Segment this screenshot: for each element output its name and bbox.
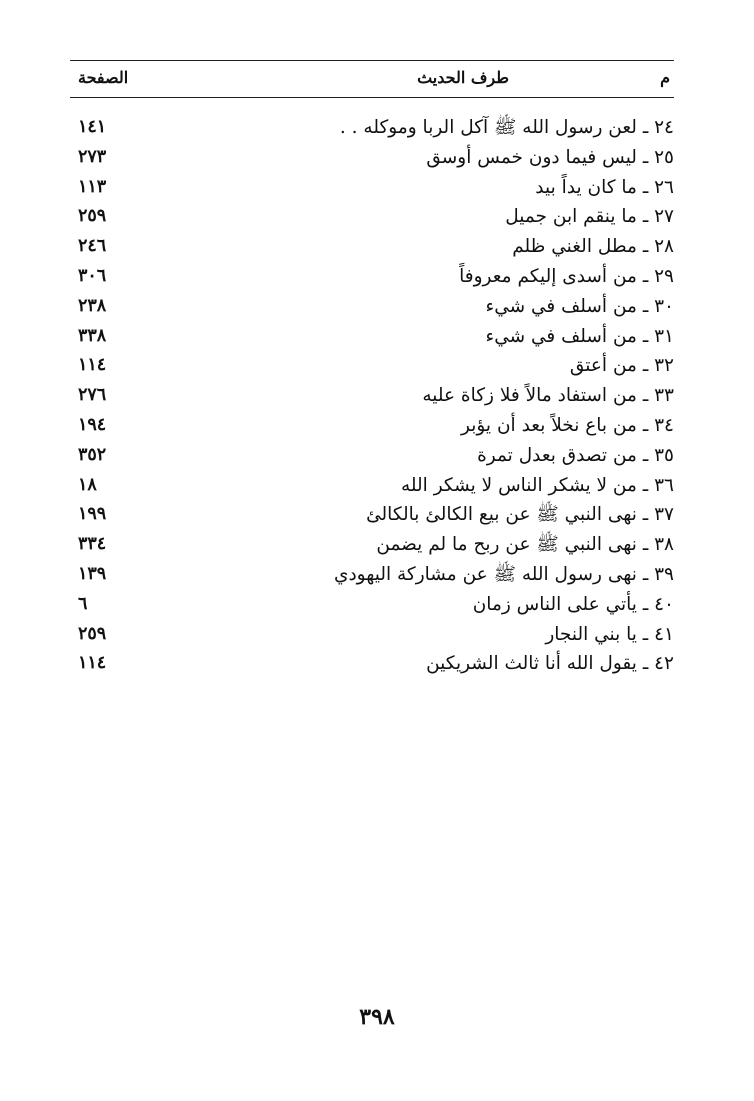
hadith-page-number: ٢٤٦ bbox=[78, 236, 107, 257]
hadith-page-number: ١٨ bbox=[78, 474, 97, 495]
table-header bbox=[70, 62, 674, 95]
hadith-text: ٢٩ ـ من أسدى إليكم معروفاً bbox=[459, 265, 674, 287]
hadith-page-number: ١١٤ bbox=[78, 355, 107, 376]
header-title-label: طرف الحديث bbox=[417, 68, 509, 87]
hadith-page-number: ١٩٩ bbox=[78, 504, 107, 525]
hadith-text: ٢٧ ـ ما ينقم ابن جميل bbox=[505, 206, 674, 228]
index-row bbox=[70, 322, 674, 352]
index-row bbox=[70, 560, 674, 590]
hadith-page-number: ٢٧٣ bbox=[78, 146, 107, 167]
hadith-text: ٣٣ ـ من استفاد مالاً فلا زكاة عليه bbox=[422, 385, 674, 407]
index-row bbox=[70, 113, 674, 143]
index-row bbox=[70, 441, 674, 471]
hadith-text: ٣٧ ـ نهى النبي ﷺ عن بيع الكالئ بالكالئ bbox=[366, 504, 674, 526]
index-row bbox=[70, 381, 674, 411]
hadith-text: ٣٠ ـ من أسلف في شيء bbox=[485, 295, 674, 317]
hadith-text: ٣٤ ـ من باع نخلاً بعد أن يؤبر bbox=[461, 414, 674, 436]
hadith-page-number: ٣٥٢ bbox=[78, 444, 107, 465]
hadith-text: ٤٠ ـ يأتي على الناس زمان bbox=[472, 593, 674, 615]
index-row bbox=[70, 471, 674, 501]
hadith-page-number: ٣٠٦ bbox=[78, 265, 107, 286]
index-row bbox=[70, 232, 674, 262]
hadith-text: ٣٢ ـ من أعتق bbox=[569, 355, 674, 377]
hadith-text: ٤٢ ـ يقول الله أنا ثالث الشريكين bbox=[426, 653, 674, 675]
hadith-text: ٣٦ ـ من لا يشكر الناس لا يشكر الله bbox=[401, 474, 674, 496]
hadith-page-number: ٢٧٦ bbox=[78, 385, 107, 406]
hadith-page-number: ٦ bbox=[78, 593, 88, 614]
page-number: ٣٩٨ bbox=[359, 1004, 395, 1030]
index-row bbox=[70, 173, 674, 203]
hadith-page-number: ٢٥٩ bbox=[78, 206, 107, 227]
hadith-page-number: ١١٤ bbox=[78, 653, 107, 674]
hadith-text: ٣٨ ـ نهى النبي ﷺ عن ربح ما لم يضمن bbox=[376, 534, 674, 556]
index-row bbox=[70, 590, 674, 620]
hadith-text: ٢٨ ـ مطل الغني ظلم bbox=[512, 236, 674, 258]
index-row bbox=[70, 500, 674, 530]
hadith-page-number: ٣٣٤ bbox=[78, 534, 107, 555]
header-number-label: م bbox=[660, 68, 670, 87]
hadith-page-number: ٢٣٨ bbox=[78, 295, 107, 316]
hadith-page-number: ٣٣٨ bbox=[78, 325, 107, 346]
index-row bbox=[70, 351, 674, 381]
header-bottom-rule bbox=[70, 97, 674, 98]
hadith-text: ٢٤ ـ لعن رسول الله ﷺ آكل الربا وموكله . . bbox=[339, 117, 674, 138]
index-row bbox=[70, 411, 674, 441]
hadith-page-number: ١٣٩ bbox=[78, 563, 107, 584]
hadith-text: ٣٥ ـ من تصدق بعدل تمرة bbox=[477, 444, 674, 466]
hadith-page-number: ٢٥٩ bbox=[78, 623, 107, 644]
index-row bbox=[70, 202, 674, 232]
hadith-text: ٢٦ ـ ما كان يداً بيد bbox=[535, 176, 674, 198]
index-row bbox=[70, 143, 674, 173]
index-row bbox=[70, 262, 674, 292]
index-row bbox=[70, 649, 674, 679]
index-row bbox=[70, 292, 674, 322]
index-row bbox=[70, 530, 674, 560]
hadith-text: ٢٥ ـ ليس فيما دون خمس أوسق bbox=[426, 146, 674, 168]
hadith-text: ٣١ ـ من أسلف في شيء bbox=[485, 325, 674, 347]
hadith-text: ٣٩ ـ نهى رسول الله ﷺ عن مشاركة اليهودي bbox=[333, 563, 674, 585]
hadith-index-list bbox=[70, 113, 674, 679]
hadith-page-number: ١٤١ bbox=[78, 117, 107, 137]
hadith-page-number: ١١٣ bbox=[78, 176, 107, 197]
header-top-rule bbox=[70, 60, 674, 61]
hadith-text: ٤١ ـ يا بني النجار bbox=[545, 623, 674, 645]
index-row bbox=[70, 620, 674, 650]
hadith-page-number: ١٩٤ bbox=[78, 414, 107, 435]
header-page-label: الصفحة bbox=[78, 68, 129, 87]
